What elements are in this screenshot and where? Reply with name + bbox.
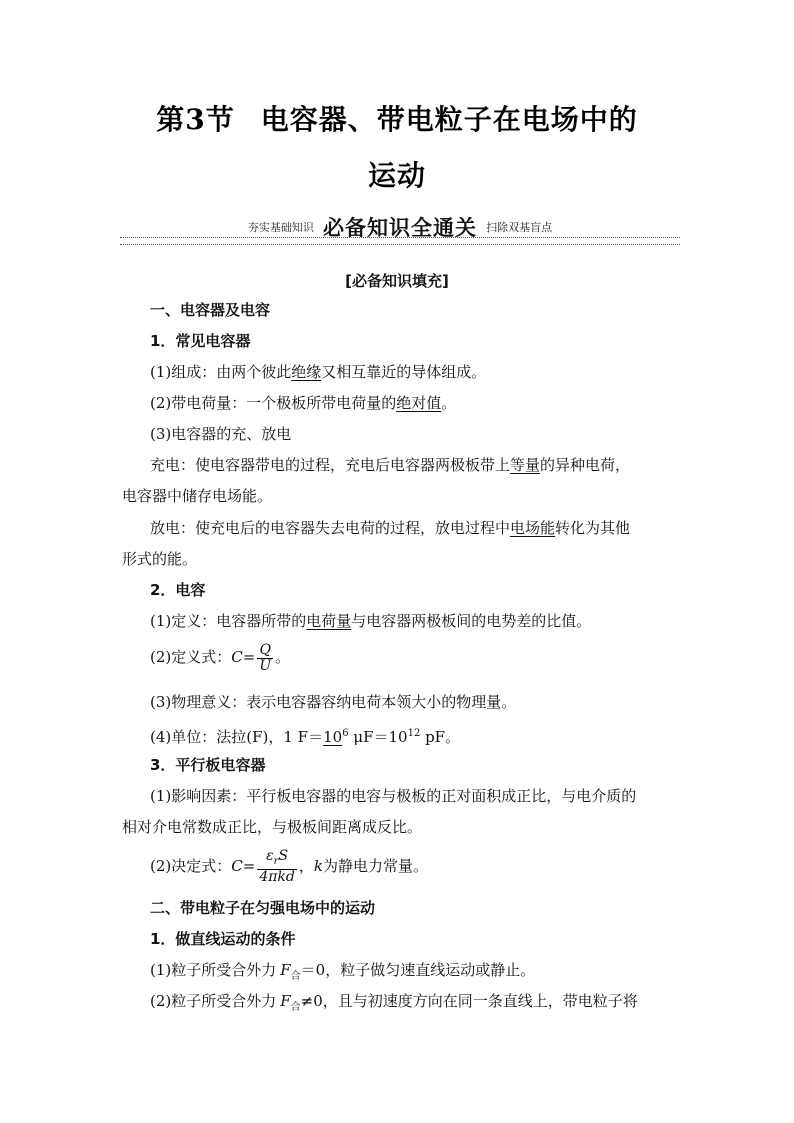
text-line: 电容器中储存电场能。 [122,487,273,505]
fill-blank: 等量 [510,456,541,474]
formula-determination: (2)决定式：C= $\frac{\varepsilon_rS}{\text{4πkd}}$ ，k为静电力常量。 [150,848,428,885]
text-line: (1)粒子所受合外力 $F_合=0$，粒子做匀速直线运动或静止。 [150,961,536,982]
text-line: 充电：使电容器带电的过程，充电后电容器两极板带上等量的异种电荷， [150,456,631,474]
fraction: $\frac{\varepsilon_rS}{\text{4πkd}}$ [259,848,295,885]
banner-divider [120,237,680,245]
text-line: (2)带电荷量：一个极板所带电荷量的绝对值。 [150,394,457,412]
heading-particle-motion: 二、带电粒子在匀强电场中的运动 [150,899,376,917]
heading-capacitor: 一、电容器及电容 [150,301,271,319]
text-line: 相对介电常数成正比，与极板间距离成反比。 [122,818,423,836]
text-line: 放电：使充电后的电容器失去电荷的过程，放电过程中电场能转化为其他 [150,519,631,537]
text-line: (1)定义：电容器所带的电荷量与电容器两极板间的电势差的比值。 [150,612,592,630]
fill-blank: 电场能 [510,519,556,537]
banner-right-text: 扫除双基盲点 [486,221,553,234]
text-line: (1)影响因素：平行板电容器的电容与极板的正对面积成正比，与电介质的 [150,787,637,805]
fill-blank: 绝对值 [396,394,442,412]
text-line: (2)粒子所受合外力 $F_合\ne 0$，且与初速度方向在同一条直线上，带电粒子将 [150,992,638,1013]
section-label: [必备知识填充] [345,272,449,290]
text-line: (3)电容器的充、放电 [150,425,292,443]
text-line: (1)组成：由两个彼此绝缘又相互靠近的导体组成。 [150,363,487,381]
fraction: $\frac{Q}{U}$ [259,641,272,674]
section-number: 第3节 [156,103,235,136]
section-banner [120,212,680,242]
text-line: (4)单位：法拉(F)，1 $F=10^6$ $\mu F=10^{12}$ pF。 [150,728,461,746]
text-line: 形式的能。 [122,550,198,568]
page-title-line2: 运动 [367,159,426,192]
fill-blank: 10 [323,728,343,746]
subheading-common-capacitor: 1．常见电容器 [150,332,251,350]
fill-blank: 绝缘 [291,363,322,381]
text-line: (3)物理意义：表示电容器容纳电荷本领大小的物理量。 [150,693,517,711]
banner-left-text: 夯实基础知识 [247,221,314,234]
subheading-parallel-plate: 3．平行板电容器 [150,756,266,774]
page-title [0,98,794,138]
subheading-capacitance: 2．电容 [150,581,206,599]
title-main: 电容器、带电粒子在电场中的 [260,103,638,136]
fill-blank: 电荷量 [306,612,352,630]
banner-center-text: 必备知识全通关 [323,216,477,240]
subheading-straight-line: 1．做直线运动的条件 [150,930,296,948]
formula-definition: (2)定义式：C= $\frac{Q}{U}$ 。 [150,641,291,674]
